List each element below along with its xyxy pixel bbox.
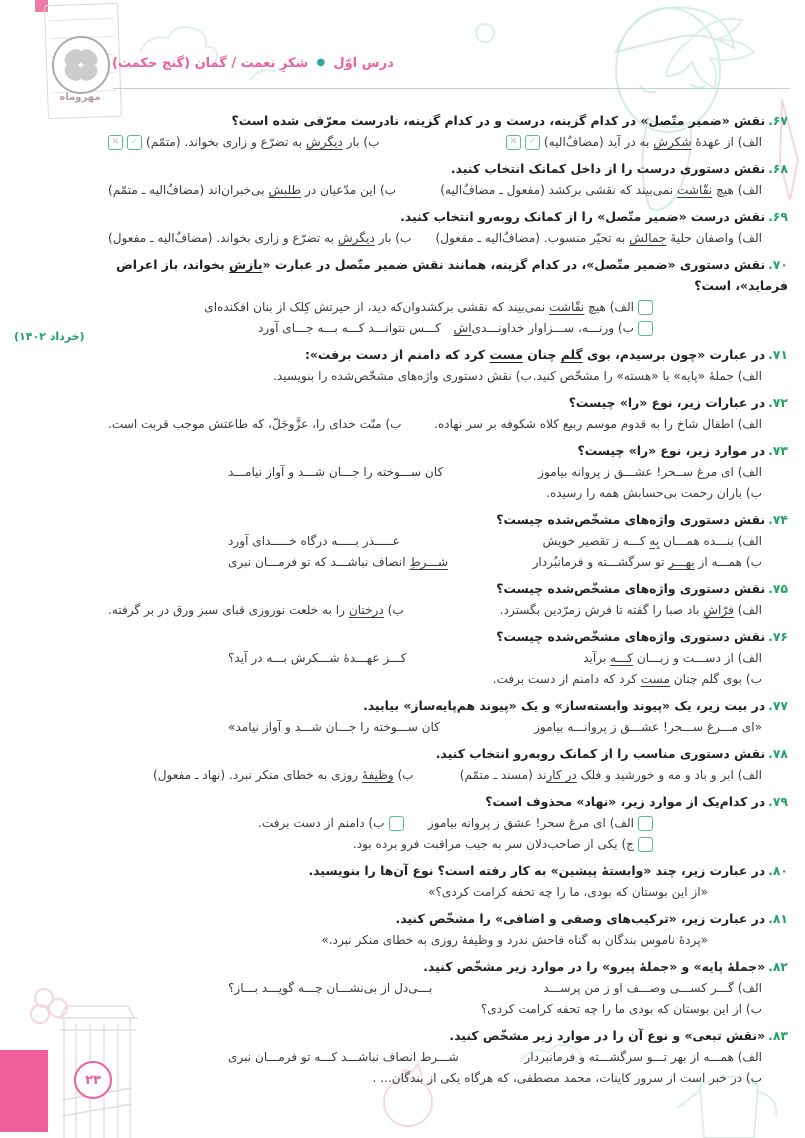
questions-list	[108, 110, 788, 1094]
bird-icon	[476, 19, 754, 88]
option-text: وان‌که دید، از حیرتش کِلک از بنان افکنده‌ای	[204, 300, 421, 314]
question-options-row	[108, 600, 788, 621]
question-title: نقش دستوری «ضمیر متّصل»، در کدام گزینه، همانند نقش ضمیر متّصل در عبارت «بازش بخواند، باز اعراض فرماید»، است؟	[116, 257, 788, 293]
option	[524, 1047, 762, 1068]
option	[546, 483, 762, 504]
checkbox-empty[interactable]	[638, 321, 653, 336]
question-block	[108, 509, 788, 573]
checkbox-empty[interactable]	[638, 816, 653, 831]
question-number: ۸۰.	[768, 863, 788, 878]
option	[204, 297, 420, 318]
question-options-row	[108, 180, 788, 201]
option	[533, 552, 762, 573]
option-text: الف) ای مرغ ســحر! عشـــق ز پروانه بیاموز	[538, 465, 762, 479]
question-title: نقش دستوری واژه‌های مشخّص‌شده چیست؟	[496, 512, 766, 527]
question-options-row	[108, 813, 788, 834]
question-options-row	[108, 132, 788, 153]
option	[493, 669, 762, 690]
option	[258, 813, 404, 834]
publisher-logo-icon	[52, 36, 110, 94]
option	[460, 765, 762, 786]
option-text: ب) بار دیگرش به تضرّع و زاری بخواند. (متمّم)	[146, 135, 380, 149]
question-options-row	[108, 552, 788, 573]
question-block	[108, 254, 788, 339]
option	[228, 462, 443, 483]
option-text: الف) از عهدهٔ شکرش به در آید (مضافٌ‌الیه)	[543, 135, 762, 149]
option	[428, 882, 708, 903]
option	[434, 414, 762, 435]
option-text: ب) وظیفهٔ روزی به خطای منکر نبرد. (نهاد ـ مفعول)	[153, 768, 414, 782]
option-text: ب) ورنـــه، ســـزاوار خداونـــدی‌اش	[453, 321, 634, 335]
option-text: ب) این مدّعیان در طلبش بی‌خبران‌اند (مضافٌ‌الیه ـ متمّم)	[108, 183, 397, 197]
question-number: ۸۱.	[768, 911, 788, 926]
question-block	[108, 110, 788, 153]
header-divider	[113, 88, 790, 89]
question-number: ۷۰.	[768, 257, 788, 272]
question-options-row	[108, 297, 788, 318]
option-text: ب) بوی گلم چنان مست کرد که دامنم از دست برفت.	[492, 672, 762, 686]
option-text: الف) از دســـت و زبـــان کـــه برآید	[583, 651, 762, 665]
question-number: ۷۲.	[768, 395, 788, 410]
option	[153, 765, 414, 786]
checkbox-check-icon[interactable]: ✓	[525, 135, 540, 150]
question-title: نقش دستوری مناسب را از کمانک روبه‌رو انتخاب کنید.	[435, 746, 766, 761]
question-number: ۷۷.	[768, 698, 788, 713]
option-text: کان ســـوخته را جـــان شـــد و آواز نیامـــد	[228, 465, 444, 479]
option-text: شـــرط انصاف نباشـــد کـــه تو فرمـــان نبری	[228, 1050, 459, 1064]
option	[506, 132, 762, 153]
option	[108, 132, 380, 153]
question-options-row	[108, 717, 788, 738]
option	[321, 930, 708, 951]
question-number: ۷۳.	[768, 443, 788, 458]
option	[228, 717, 440, 738]
question-title: در عبارت زیر، چند «وابستهٔ پیشین» به کار رفته است؟ نوع آن‌ها را بنویسید.	[308, 863, 766, 878]
question-options-row	[108, 366, 788, 387]
checkbox-empty[interactable]	[389, 816, 404, 831]
question-number: ۸۲.	[768, 959, 788, 974]
option-text: «از این بوستان که بودی، ما را چه تحفه کرامت کردی؟»	[428, 885, 708, 899]
lesson-title: شکرِ نعمت / گمان (گنج حکمت)	[112, 56, 309, 71]
question-options-row	[108, 882, 788, 903]
option-text: الف) واصفان حلیهٔ جمالش به تحیّر منسوب. (مضافٌ‌الیه ـ مفعول)	[435, 231, 762, 245]
question-options-row	[108, 834, 788, 855]
question-options-row	[108, 462, 788, 483]
question-number: ۶۹.	[768, 209, 788, 224]
question-block	[108, 908, 788, 951]
lesson-label: درس اوّل	[333, 56, 394, 71]
option	[228, 978, 432, 999]
question-options-row	[108, 999, 788, 1020]
option-text: کـــز عهـــدهٔ شـــکرش بـــه در آید؟	[228, 651, 407, 665]
question-title: در بیت زیر، یک «پیوند وابسته‌ساز» و یک «پیوند هم‌پایه‌ساز» بیابید.	[363, 698, 766, 713]
option-text: ب) بار دیگرش به تضرّع و زاری بخواند. (مضافٌ‌الیه ـ مفعول)	[108, 231, 412, 245]
option-text: ب) همـــه از بهـــر تو سرگشـــته و فرمانبُردار	[532, 555, 762, 569]
option-text: الف) همـــه از بهر تـــو سرگشـــته و فرمانبردار	[524, 1050, 762, 1064]
checkbox-cross-icon[interactable]: ✕	[108, 135, 123, 150]
option-text: «پردهٔ ناموس بندگان به گناه فاحش ندرد و وظیفهٔ روزی به خطای منکر نبرد.»	[321, 933, 708, 947]
flower-icon	[31, 989, 67, 1023]
bookmark-ribbon	[0, 1050, 48, 1132]
option-text: الف) بنـــده همـــان بِه کـــه ز تقصیر خویش	[542, 534, 762, 548]
checkbox-cross-icon[interactable]: ✕	[506, 135, 521, 150]
option-text: الف) جملهٔ «پایه» یا «هسته» را مشخّص کنید.	[532, 369, 762, 383]
option-text: الف) فرّاشِ باد صبا را گفته تا فرش زمرّدین بگسترد.	[499, 603, 762, 617]
option	[228, 1047, 459, 1068]
option-text: شـــرطِ انصاف نباشـــد که تو فرمـــان نبری	[228, 555, 449, 569]
question-title: در عبارت «چون برسیدم، بوی گلم چنان مست کرد که دامنم از دست برفت»:	[304, 347, 766, 362]
question-options-row	[108, 978, 788, 999]
question-number: ۷۹.	[768, 794, 788, 809]
question-block	[108, 743, 788, 786]
question-number: ۶۷.	[768, 113, 788, 128]
question-block	[108, 860, 788, 903]
question-title: نقش دستوری واژه‌های مشخّص‌شده چیست؟	[496, 581, 766, 596]
question-number: ۶۸.	[768, 161, 788, 176]
option	[228, 531, 400, 552]
question-block	[108, 440, 788, 504]
option-text: الف) ای مرغ سحر! عشق ز پروانه بیاموز	[427, 816, 634, 830]
question-block	[108, 1025, 788, 1089]
question-options-row	[108, 318, 788, 339]
option	[428, 813, 653, 834]
option-text: الف) ابر و باد و مه و خورشید و فلک در کارند (مسند ـ متمّم)	[459, 768, 762, 782]
option-text: ب) در خبر است از سرور کاینات، محمد مصطفی، که هرگاه یکی از بندگان... .	[372, 1071, 762, 1085]
option-text: ج) یکی از صاحب‌دلان سر به جیب مراقبت فرو برده بود.	[352, 837, 634, 851]
option	[108, 414, 402, 435]
lesson-header	[112, 56, 394, 71]
option-text: ب) دامنم از دست برفت.	[258, 816, 385, 830]
question-title: نقش دستوری درست را از داخل کمانک انتخاب کنید.	[450, 161, 766, 176]
option-text: کـــس نتوانـــد کـــه بـــه جـــای آورد	[258, 321, 442, 335]
question-title: «جملهٔ پایه» و «جملهٔ پیرو» را در موارد زیر مشخّص کنید.	[423, 959, 766, 974]
option	[543, 531, 762, 552]
question-number: ۷۱.	[768, 347, 788, 362]
question-title: در عبارت زیر، «ترکیب‌های وصفی و اضافی» را مشخّص کنید.	[395, 911, 766, 926]
option-text: کان ســـوخته را جـــان شـــد و آواز نیامد»	[228, 720, 441, 734]
option	[273, 366, 532, 387]
option	[108, 180, 396, 201]
cloud-icon	[140, 27, 276, 80]
option-text: الف) هیچ نقّاشت نمی‌بیند که نقشی برکشد	[420, 300, 634, 314]
question-title: در موارد زیر، نوع «را» چیست؟	[577, 443, 766, 458]
question-options-row	[108, 648, 788, 669]
option-text: ب) منّت خدای را، عزَّوجَلّ، که طاعتش موجب قربت است.	[108, 417, 402, 431]
checkbox-empty[interactable]	[638, 300, 653, 315]
question-title: نقش دستوری واژه‌های مشخّص‌شده چیست؟	[496, 629, 766, 644]
question-title: در کدام‌یک از موارد زیر، «نهاد» محذوف است؟	[485, 794, 766, 809]
option	[481, 999, 762, 1020]
question-options-row	[108, 930, 788, 951]
publisher-name: مهروماه	[59, 92, 101, 103]
option	[543, 978, 762, 999]
option	[372, 1068, 762, 1089]
question-block	[108, 206, 788, 249]
question-options-row	[108, 1047, 788, 1068]
question-number: ۷۸.	[768, 746, 788, 761]
question-number: ۷۶.	[768, 629, 788, 644]
option	[440, 180, 762, 201]
question-options-row	[108, 483, 788, 504]
question-title: «نقش تبعی» و نوع آن را در موارد زیر مشخّص کنید.	[449, 1028, 766, 1043]
bullet-icon: ●	[316, 57, 326, 68]
option	[454, 318, 654, 339]
checkbox-check-icon[interactable]: ✓	[127, 135, 142, 150]
option-text: ب) از این بوستان که بودی ما را چه تحفه کرامت کردی؟	[480, 1002, 762, 1016]
question-block	[108, 956, 788, 1020]
question-options-row	[108, 414, 788, 435]
page-number-badge: ۲۳	[74, 1061, 112, 1099]
option	[533, 366, 762, 387]
option-text: ب) باران رحمت بی‌حسابش همه را رسیده.	[546, 486, 762, 500]
question-block	[108, 626, 788, 690]
question-title: نقش «ضمیر متّصل» در کدام گزینه، درست و در کدام گزینه، نادرست معرّفی شده است؟	[231, 113, 766, 128]
option-text: ب) درختان را به خلعت نوروزی قبای سبز ورق در بر گرفته.	[108, 603, 404, 617]
option-text: بـــی‌دل از بی‌نشـــان چـــه گویـــد بـــاز؟	[228, 981, 433, 995]
checkbox-empty[interactable]	[638, 837, 653, 852]
option	[228, 552, 448, 573]
option	[421, 297, 653, 318]
question-options-row	[108, 669, 788, 690]
option-text: ب) نقش دستوری واژه‌های مشخّص‌شده را بنویسید.	[273, 369, 532, 383]
question-options-row	[108, 531, 788, 552]
question-title: نقش درست «ضمیر متّصل» را از کمانک روبه‌رو انتخاب کنید.	[400, 209, 766, 224]
question-options-row	[108, 765, 788, 786]
question-block	[108, 392, 788, 435]
question-options-row	[108, 228, 788, 249]
option-text: الف) هیچ نقّاشت نمی‌بیند که نقشی برکشد (مفعول ـ مضافٌ‌الیه)	[440, 183, 762, 197]
question-block	[108, 578, 788, 621]
question-block	[108, 695, 788, 738]
option	[500, 600, 762, 621]
option	[353, 834, 653, 855]
option-text: الف) اطفال شاخ را به قدوم موسم ربیع کلاه شکوفه بر سر نهاده.	[434, 417, 762, 431]
option-text: «ای مـــرغ ســـحر! عشـــق ز پروانـــه بیاموز	[534, 720, 762, 734]
question-title: در عبارات زیر، نوع «را» چیست؟	[568, 395, 766, 410]
option	[583, 648, 762, 669]
exam-date-note: (خرداد ۱۴۰۲)	[14, 330, 85, 343]
option	[534, 717, 762, 738]
question-options-row	[108, 1068, 788, 1089]
question-number: ۷۵.	[768, 581, 788, 596]
option	[108, 228, 411, 249]
question-number: ۷۴.	[768, 512, 788, 527]
option	[108, 600, 404, 621]
option	[538, 462, 762, 483]
option-text: عـــــذر بـــــه درگاه خـــــدای آورد	[228, 534, 400, 548]
question-block	[108, 791, 788, 855]
option	[436, 228, 762, 249]
option-text: الف) گـــر کســـی وصـــف او ز من پرســـد	[543, 981, 762, 995]
question-block	[108, 158, 788, 201]
option	[228, 648, 406, 669]
question-block	[108, 344, 788, 387]
question-number: ۸۳.	[768, 1028, 788, 1043]
option	[258, 318, 441, 339]
